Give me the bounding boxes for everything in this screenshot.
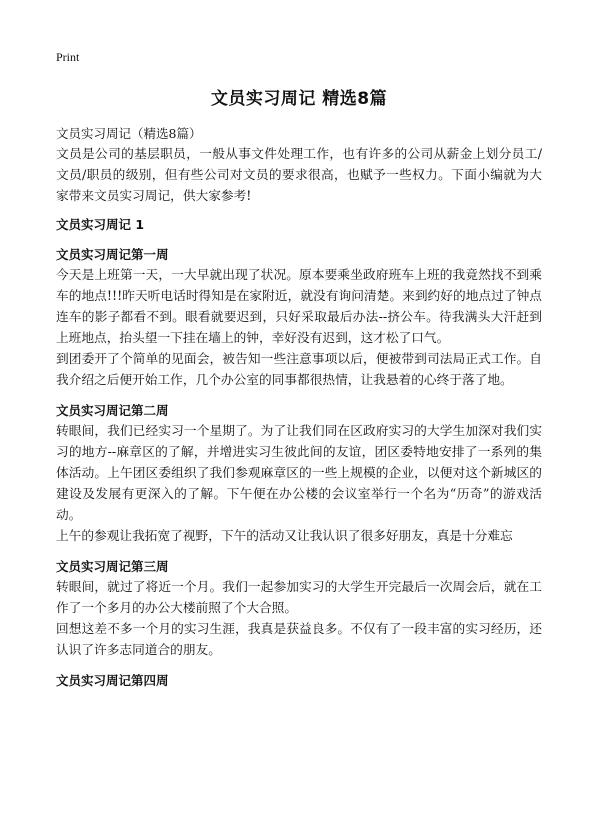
week-3-paragraph-1: 转眼间，就过了将近一个月。我们一起参加实习的大学生开完最后一次周会后，就在工作了一个多月的办公大楼前照了个大合照。 — [56, 579, 542, 615]
article-heading: 文员实习周记 1 — [56, 217, 145, 232]
intro-paragraph: 文员是公司的基层职员，一般从事文件处理工作，也有许多的公司从薪金上划分员工/文员/职员的级别，但有些公司对文员的要求很高，也赋予一些权力。下面小编就为大家带来文员实习周记，供大家参考! — [56, 146, 542, 203]
document-subtitle: 文员实习周记（精选8篇） — [56, 126, 202, 141]
week-2-heading: 文员实习周记第二周 — [56, 403, 169, 418]
week-2-paragraph-2: 上午的参观让我拓宽了视野，下午的活动又让我认识了很多好朋友，真是十分难忘 — [56, 528, 513, 543]
week-3-paragraph-2: 回想这差不多一个月的实习生涯，我真是获益良多。不仅有了一段丰富的实习经历，还认识了许多志同道合的朋友。 — [56, 621, 542, 657]
week-1-paragraph-2: 到团委开了个简单的见面会，被告知一些注意事项以后，便被带到司法局正式工作。自我介绍之后便开始工作，几个办公室的同事都很热情，让我悬着的心终于落了地。 — [56, 351, 542, 387]
week-4-heading: 文员实习周记第四周 — [56, 673, 169, 688]
week-1-heading: 文员实习周记第一周 — [56, 247, 169, 262]
page-title: 文员实习周记 精选8篇 — [210, 89, 388, 109]
week-2-paragraph-1: 转眼间，我们已经实习一个星期了。为了让我们同在区政府实习的大学生加深对我们实习的地方--麻章区的了解，并增进实习生彼此间的友谊，团区委特地安排了一系列的集体活动。上午团区委组织了我们参观麻章区的一些上规模的企业，以便对这个新城区的建设及发展有更深入的了解。下午便在办公楼的会议室举行一个名为“历奇”的游戏活动。 — [56, 423, 542, 522]
print-link[interactable]: Print — [56, 50, 80, 64]
week-3-heading: 文员实习周记第三周 — [56, 559, 169, 574]
week-1-paragraph-1: 今天是上班第一天，一大早就出现了状况。原本要乘坐政府班车上班的我竟然找不到乘车的地点!!!昨天听电话时得知是在家附近，就没有询问清楚。来到约好的地点过了钟点连车的影子都看不到。眼看就要迟到，只好采取最后办法--挤公车。待我满头大汗赶到上班地点，抬头望一下挂在墙上的钟，幸好没有迟到，这才松了口气。 — [56, 267, 542, 345]
